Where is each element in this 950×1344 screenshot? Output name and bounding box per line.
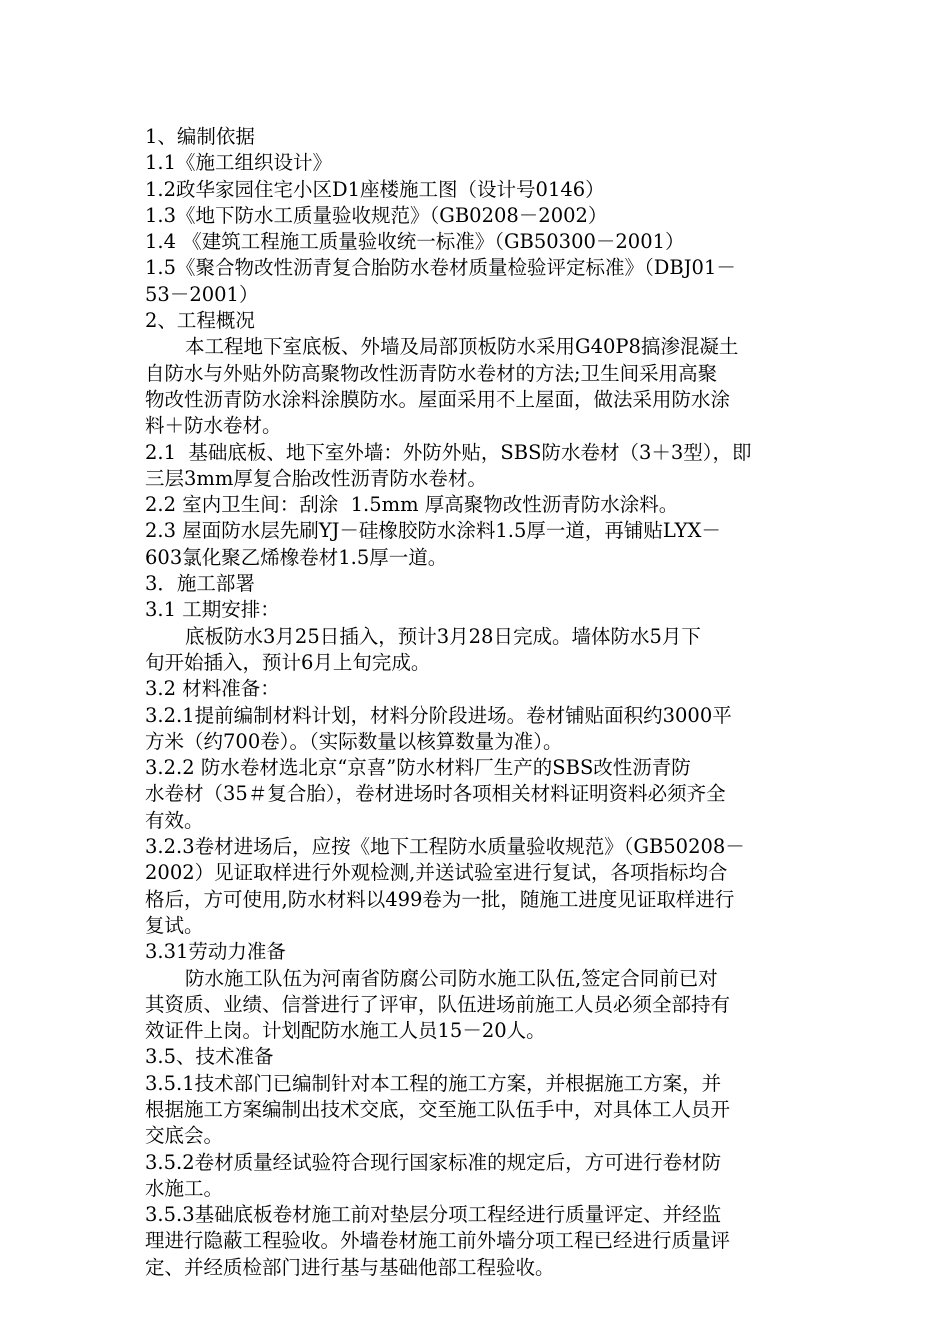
text-line: 1.2政华家园住宅小区D1座楼施工图（设计号0146） <box>145 177 605 201</box>
text-line: 3.2.2 防水卷材选北京“京喜”防水材料厂生产的SBS改性沥青防 <box>145 756 691 780</box>
list-item <box>145 755 815 834</box>
list-item <box>145 1150 815 1203</box>
text-line: 3.5.2卷材质量经试验符合现行国家标准的规定后，方可进行卷材防 <box>145 1150 722 1174</box>
text-line: 2.3 屋面防水层先刷YJ－硅橡胶防水涂料1.5厚一道，再铺贴LYX－ <box>145 519 721 543</box>
text-line: 料＋防水卷材。 <box>145 414 282 438</box>
text-line: 三层3mm厚复合胎改性沥青防水卷材。 <box>145 466 487 490</box>
list-item <box>145 676 815 702</box>
text-line: 1.1《施工组织设计》 <box>145 151 333 175</box>
text-line: 3.1 工期安排： <box>145 598 280 622</box>
text-line: 有效。 <box>145 808 204 832</box>
text-line: 自防水与外贴外防高聚物改性沥青防水卷材的方法;卫生间采用高聚 <box>145 361 718 385</box>
text-line: 2.1 基础底板、地下室外墙：外防外贴，SBS防水卷材（3＋3型），即 <box>145 440 752 464</box>
list-item <box>145 834 815 939</box>
text-line: 2002）见证取样进行外观检测,并送试验室进行复试，各项指标均合 <box>145 861 728 885</box>
list-item <box>145 229 815 255</box>
text-line: 本工程地下室底板、外墙及局部顶板防水采用G40P8搞渗混凝土 <box>185 335 739 359</box>
text-line: 1.5《聚合物改性沥青复合胎防水卷材质量检验评定标准》（DBJ01－ <box>145 256 736 280</box>
text-line: 水卷材（35＃复合胎），卷材进场时各项相关材料证明资料必须齐全 <box>145 782 726 806</box>
list-item <box>145 255 815 308</box>
text-line: 方米（约700卷）。（实际数量以核算数量为准）。 <box>145 729 563 753</box>
list-item <box>145 177 815 203</box>
section-heading <box>145 308 815 334</box>
body-paragraph <box>145 624 815 677</box>
section-heading <box>145 1044 815 1070</box>
text-line: 交底会。 <box>145 1124 224 1148</box>
text-line: 3.31劳动力准备 <box>145 940 286 964</box>
body-paragraph <box>145 334 815 439</box>
text-line: 2.2 室内卫生间：刮涂 1.5mm 厚高聚物改性沥青防水涂料。 <box>145 493 679 517</box>
list-item <box>145 1202 815 1281</box>
list-item <box>145 597 815 623</box>
text-line: 3.2.1提前编制材料计划，材料分阶段进场。卷材铺贴面积约3000平 <box>145 703 732 727</box>
text-line: 格后，方可使用,防水材料以499卷为一批，随施工进度见证取样进行 <box>145 887 735 911</box>
text-line: 3.5、技术准备 <box>145 1045 274 1069</box>
section-heading <box>145 571 815 597</box>
list-item <box>145 440 815 493</box>
section-heading <box>145 124 815 150</box>
list-item <box>145 1071 815 1150</box>
body-paragraph <box>145 966 815 1045</box>
list-item <box>145 939 815 965</box>
text-line: 根据施工方案编制出技术交底，交至施工队伍手中，对具体工人员开 <box>145 1097 731 1121</box>
text-line: 603氯化聚乙烯橡卷材1.5厚一道。 <box>145 545 448 569</box>
text-line: 2、工程概况 <box>145 309 255 333</box>
text-line: 3.2 材料准备： <box>145 677 280 701</box>
text-line: 3.2.3卷材进场后，应按《地下工程防水质量验收规范》（GB50208－ <box>145 835 745 859</box>
text-line: 底板防水3月25日插入，预计3月28日完成。墙体防水5月下 <box>185 624 701 648</box>
text-line: 旬开始插入，预计6月上旬完成。 <box>145 650 431 674</box>
text-line: 1.4 《建筑工程施工质量验收统一标准》（GB50300－2001） <box>145 230 685 254</box>
text-line: 理进行隐蔽工程验收。外墙卷材施工前外墙分项工程已经进行质量评 <box>145 1229 731 1253</box>
text-line: 定、并经质检部门进行基与基础他部工程验收。 <box>145 1255 555 1279</box>
text-line: 53－2001） <box>145 282 259 306</box>
text-line: 其资质、业绩、信誉进行了评审，队伍进场前施工人员必须全部持有 <box>145 992 731 1016</box>
list-item <box>145 492 815 518</box>
text-line: 效证件上岗。计划配防水施工人员15－20人。 <box>145 1019 546 1043</box>
text-line: 1.3《地下防水工质量验收规范》（GB0208－2002） <box>145 203 608 227</box>
document-page <box>145 124 815 1281</box>
text-line: 水施工。 <box>145 1176 224 1200</box>
list-item <box>145 150 815 176</box>
text-line: 物改性沥青防水涂料涂膜防水。屋面采用不上屋面，做法采用防水涂 <box>145 387 731 411</box>
text-line: 3.5.1技术部门已编制针对本工程的施工方案，并根据施工方案，并 <box>145 1071 722 1095</box>
list-item <box>145 203 815 229</box>
text-line: 1、编制依据 <box>145 125 255 148</box>
text-line: 复试。 <box>145 913 204 937</box>
text-line: 3．施工部署 <box>145 572 255 596</box>
text-line: 防水施工队伍为河南省防腐公司防水施工队伍,签定合同前已对 <box>185 966 718 990</box>
list-item <box>145 518 815 571</box>
text-line: 3.5.3基础底板卷材施工前对垫层分项工程经进行质量评定、并经监 <box>145 1203 722 1227</box>
list-item <box>145 703 815 756</box>
